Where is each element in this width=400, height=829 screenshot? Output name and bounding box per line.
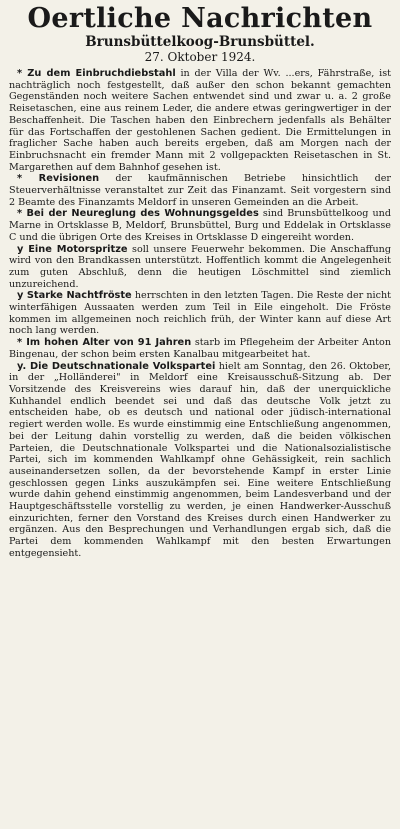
article-kicker: y Eine Motorspritze bbox=[17, 243, 128, 255]
section-headline: Oertliche Nachrichten bbox=[27, 3, 373, 34]
article-kicker: * Zu dem Einbruchdiebstahl bbox=[17, 68, 176, 79]
article-obituary bbox=[9, 337, 391, 360]
article-body: starb im Pflegeheim der Arbeiter Anton Bingenau, der schon beim ersten Kanalbau mitgearbeitet hat. bbox=[9, 337, 391, 360]
article-burglary bbox=[9, 68, 391, 173]
article-housing-allowance bbox=[9, 208, 391, 243]
article-party-meeting bbox=[9, 361, 391, 560]
article-revisions bbox=[9, 173, 391, 208]
article-body: soll unsere Feuerwehr bekommen. Die Anschaffung wird von den Brandkassen unterstützt. Hoffentlich kommt die Angelegenheit zum guten Abschluß, denn die heutigen Löschmittel sind ziemlich unzureichend. bbox=[9, 243, 391, 290]
article-fire-pump bbox=[9, 244, 391, 291]
article-body: der kaufmännischen Betriebe hinsichtlich der Steuerverhältnisse veranstaltet zur Zeit das Finanzamt. Seit vorgestern sind 2 Beamte des Finanzamts Meldorf in unseren Gemeinden an die Arbeit. bbox=[9, 173, 391, 208]
article-kicker: * Bei der Neureglung des Wohnungsgeldes bbox=[17, 208, 259, 220]
place-line: Brunsbüttelkoog-Brunsbüttel. bbox=[85, 34, 315, 50]
article-kicker: y. Die Deutschnationale Volkspartei bbox=[17, 360, 216, 372]
article-body: sind Brunsbüttelkoog und Marne in Ortsklasse B, Meldorf, Brunsbüttel, Burg und Eddelak in Ortsklasse C und die übrigen Orte des Kreises in Ortsklasse D eingereiht worden. bbox=[9, 208, 391, 243]
article-kicker: y Starke Nachtfröste bbox=[17, 290, 132, 302]
article-night-frost bbox=[9, 290, 391, 337]
article-body: herrschten in den letzten Tagen. Die Reste der nicht winterfähigen Aussaaten werden zum Teil in Eile eingeholt. Die Fröste kommen im allgemeinen noch reichlich früh, der Winter kann auf diese Art noch lang werden. bbox=[9, 290, 391, 337]
article-kicker: * Revisionen bbox=[17, 173, 100, 185]
article-body: in der Villa der Wv. ...ers, Fährstraße, ist nachträglich noch festgestellt, daß außer den schon bekannt gemachten Gegenständen noch weitere Sachen entwendet sind und zwar u. a. 2 große Reisetaschen, eine aus reinem Leder, die andere etwas geringwertiger in der Beschaffenheit. Die Taschen haben den Einbrechern jedenfalls als Behälter für das Fortschaffen der gestohlenen Sachen gedient. Die Ermittelungen in fraglicher Sache haben auch bereits ergeben, daß am Morgen nach der Einbruchsnacht ein fremder Mann mit 2 vollgepackten Reisetaschen in St. Margarethen auf dem Bahnhof gesehen ist. bbox=[9, 68, 391, 173]
article-kicker: * Im hohen Alter von 91 Jahren bbox=[17, 337, 192, 349]
date-line: 27. Oktober 1924. bbox=[144, 50, 256, 64]
article-body: hielt am Sonntag, den 26. Oktober, in der „Holländerei" in Meldorf eine Kreisausschuß-Sitzung ab. Der Vorsitzende des Kreisvereins wies darauf hin, daß der unerquickliche Kuhhandel endlich beendet sei und daß das deutsche Volk jetzt zu entscheiden habe, ob es deutsch und national oder jüdisch-international regiert werden wolle. Es wurde einstimmig eine Entschließung angenommen, bei der Leitung dahin vorstellig zu werden, daß die beiden völkischen Parteien, die Deutschnationale Volkspartei und die Nationalsozialistische Partei, sich im kommenden Wahlkampf ohne Gehässigkeit, rein sachlich auseinandersetzen sollen, da der bevorstehende Kampf in erster Linie geschlossen gegen Links auszukämpfen sei. Eine weitere Entschließung wurde dahin gehend einstimmig angenommen, beim Landesverband und der Hauptgeschäftsstelle vorstellig zu werden, je einen Handwerker-Ausschuß einzurichten, ferner den Vorstand des Kreises durch einen Handwerker zu ergänzen. Aus den Besprechungen und Verhandlungen ergab sich, daß die Partei dem kommenden Wahlkampf mit den besten Erwartungen entgegensieht. bbox=[9, 360, 391, 559]
